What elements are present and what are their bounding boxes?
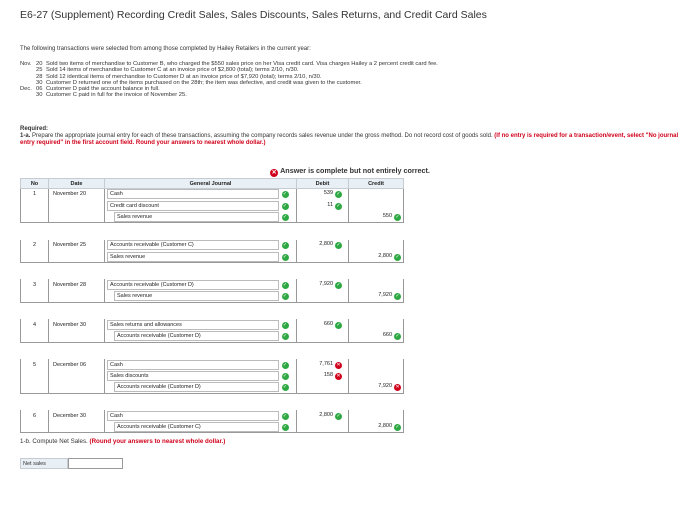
required-label: 1-a.	[20, 133, 31, 139]
credit-cell[interactable]	[349, 279, 404, 290]
check-icon: ✓	[336, 191, 341, 198]
entry-spacer	[21, 262, 404, 279]
header-debit: Debit	[297, 179, 349, 189]
journal-row	[21, 200, 404, 211]
entry-number	[21, 279, 49, 290]
check-icon: ✓	[282, 384, 288, 391]
check-icon: ✓	[395, 253, 400, 260]
transaction-day: 06	[36, 86, 43, 93]
account-select[interactable]: Accounts receivable (Customer D)	[114, 382, 279, 392]
debit-cell[interactable]	[297, 189, 349, 200]
debit-cell[interactable]	[297, 291, 349, 302]
account-select[interactable]: Accounts receivable (Customer C)	[107, 240, 279, 250]
entry-date	[49, 279, 105, 290]
credit-amount: 2,800	[378, 252, 393, 259]
entry-number-text: 5	[32, 361, 37, 368]
entry-number	[21, 200, 49, 211]
account-select[interactable]: Sales discounts	[107, 371, 279, 381]
transaction-item	[20, 92, 438, 98]
check-icon: ✓	[336, 282, 341, 289]
banner-text: Answer is complete but not entirely correct.	[280, 166, 430, 175]
required-note: (If no entry is required for a transaction/event, select "No journal entry required" in the first account field. Round your answers to nearest whole dollar.)	[20, 133, 679, 146]
check-icon: ✓	[282, 373, 288, 380]
account-cell	[105, 211, 279, 222]
entry-date	[49, 331, 105, 342]
check-icon: ✓	[282, 282, 288, 289]
entry-date-text: November 30	[53, 321, 87, 328]
check-icon: ✓	[282, 202, 288, 209]
account-status-cell	[279, 189, 297, 200]
account-status-cell	[279, 382, 297, 393]
account-status-cell	[279, 291, 297, 302]
transaction-day: 30	[36, 92, 43, 99]
page-title: E6-27 (Supplement) Recording Credit Sales, Sales Discounts, Sales Returns, and Credit Card Sales	[20, 9, 487, 21]
debit-amount: 539	[323, 190, 334, 197]
entry-number	[21, 291, 49, 302]
entry-number	[21, 331, 49, 342]
debit-cell[interactable]	[297, 331, 349, 342]
check-icon: ✓	[395, 424, 400, 431]
debit-amount: 7,920	[319, 281, 334, 288]
journal-row	[21, 319, 404, 330]
net-sales-input[interactable]	[68, 458, 123, 469]
journal-row	[21, 382, 404, 393]
entry-number	[21, 211, 49, 222]
credit-amount: 2,800	[378, 423, 393, 430]
entry-date	[49, 240, 105, 251]
part-b-label: 1-b.	[20, 438, 31, 445]
journal-table	[20, 178, 404, 433]
account-select[interactable]: Cash	[107, 411, 279, 421]
entry-date	[49, 211, 105, 222]
account-status-cell	[279, 319, 297, 330]
entry-date-text: November 28	[53, 282, 87, 289]
entry-date-text: December 06	[53, 361, 87, 368]
header-no: No	[21, 179, 49, 189]
net-sales-label: Net sales	[20, 458, 68, 469]
transaction-text: Sold two items of merchandise to Customer B, who charged the $550 sales price on her Visa credit card. Visa charges Hailey a 2 percent credit card fee.	[46, 61, 438, 67]
entry-date-text: November 25	[53, 242, 87, 249]
credit-cell[interactable]	[349, 240, 404, 251]
account-select[interactable]: Accounts receivable (Customer D)	[114, 331, 279, 341]
debit-cell[interactable]	[297, 359, 349, 370]
entry-date-text: December 30	[53, 412, 87, 419]
entry-number	[21, 359, 49, 370]
credit-cell[interactable]	[349, 410, 404, 421]
debit-cell[interactable]	[297, 279, 349, 290]
transaction-text: Customer D paid the account balance in full.	[46, 86, 160, 93]
account-cell	[105, 251, 279, 262]
journal-header-row	[21, 179, 404, 189]
credit-cell[interactable]	[349, 422, 404, 433]
entry-date	[49, 200, 105, 211]
credit-cell[interactable]	[349, 370, 404, 381]
part-b-note: (Round your answers to nearest whole dollar.)	[89, 438, 226, 445]
entry-number	[21, 382, 49, 393]
account-cell	[105, 279, 279, 290]
account-status-cell	[279, 370, 297, 381]
journal-row	[21, 291, 404, 302]
account-status-cell	[279, 410, 297, 421]
debit-amount: 7,761	[319, 360, 334, 367]
account-select[interactable]: Cash	[107, 360, 279, 370]
transaction-day: 28	[36, 73, 43, 80]
check-icon: ✓	[282, 253, 288, 260]
entry-date	[49, 422, 105, 433]
header-date: Date	[49, 179, 105, 189]
journal-row	[21, 279, 404, 290]
account-select[interactable]: Sales revenue	[114, 212, 279, 222]
credit-cell[interactable]	[349, 291, 404, 302]
check-icon: ✓	[282, 361, 288, 368]
entry-number	[21, 422, 49, 433]
entry-spacer	[21, 302, 404, 319]
transaction-list	[20, 61, 438, 99]
entry-date	[49, 410, 105, 421]
debit-cell[interactable]	[297, 251, 349, 262]
transaction-text: Customer C paid in full for the invoice of November 25.	[46, 92, 187, 99]
transaction-month: Dec.	[20, 86, 32, 93]
account-status-cell	[279, 240, 297, 251]
journal-row	[21, 240, 404, 251]
entry-date	[49, 251, 105, 262]
journal-row	[21, 189, 404, 200]
debit-cell[interactable]	[297, 410, 349, 421]
account-select[interactable]: Accounts receivable (Customer D)	[107, 280, 279, 290]
account-cell	[105, 382, 279, 393]
check-icon: ✓	[395, 293, 400, 300]
account-select[interactable]: Sales revenue	[114, 291, 279, 301]
account-status-cell	[279, 422, 297, 433]
check-icon: ✓	[282, 242, 288, 249]
check-icon: ✓	[395, 213, 400, 220]
entry-date	[49, 291, 105, 302]
account-cell	[105, 200, 279, 211]
debit-amount: 158	[323, 372, 334, 379]
entry-number	[21, 240, 49, 251]
journal-row	[21, 370, 404, 381]
check-icon: ✓	[282, 321, 288, 328]
entry-number-text: 2	[32, 242, 37, 249]
entry-number-text: 3	[32, 282, 37, 289]
entry-date	[49, 370, 105, 381]
account-cell	[105, 240, 279, 251]
account-status-cell	[279, 200, 297, 211]
debit-amount: 2,800	[319, 411, 334, 418]
transaction-day: 30	[36, 79, 43, 86]
debit-cell[interactable]	[297, 240, 349, 251]
entry-number	[21, 410, 49, 421]
entry-spacer	[21, 342, 404, 359]
account-select[interactable]: Sales revenue	[107, 252, 279, 262]
intro-text: The following transactions were selected from among those completed by Hailey Retailers in the current year:	[20, 46, 311, 52]
check-icon: ✓	[282, 293, 288, 300]
answer-status-banner	[0, 166, 700, 177]
entry-number	[21, 189, 49, 200]
journal-row	[21, 211, 404, 222]
entry-spacer	[21, 393, 404, 410]
part-b-instructions	[20, 438, 225, 445]
account-cell	[105, 359, 279, 370]
debit-amount: 11	[327, 201, 334, 208]
account-cell	[105, 291, 279, 302]
debit-amount: 660	[323, 320, 334, 327]
check-icon: ✓	[282, 412, 288, 419]
transaction-day: 25	[36, 67, 43, 74]
credit-amount: 660	[382, 332, 393, 339]
entry-date	[49, 189, 105, 200]
account-cell	[105, 331, 279, 342]
entry-date-text: November 20	[53, 191, 87, 198]
journal-row	[21, 359, 404, 370]
journal-row	[21, 422, 404, 433]
check-icon: ✓	[282, 333, 288, 340]
credit-amount: 7,920	[378, 292, 393, 299]
credit-cell[interactable]	[349, 251, 404, 262]
required-text: Prepare the appropriate journal entry for each of these transactions, assuming the company records sales revenue under the gross method. Do not record cost of goods sold.	[32, 133, 493, 139]
transaction-text: Sold 14 items of merchandise to Customer C at an invoice price of $2,800 (total); terms 2/10, n/30.	[46, 67, 299, 74]
net-sales-row	[20, 458, 123, 469]
check-icon: ✓	[282, 213, 288, 220]
check-icon: ✓	[282, 424, 288, 431]
credit-cell[interactable]	[349, 331, 404, 342]
error-x-icon: ✕	[336, 361, 341, 368]
check-icon: ✓	[336, 202, 341, 209]
transaction-text: Sold 12 identical items of merchandise to Customer D at an invoice price of $7,920 (total); terms 2/10, n/30.	[46, 73, 322, 80]
error-x-icon: ✕	[271, 170, 277, 176]
check-icon: ✓	[336, 242, 341, 249]
journal-row	[21, 331, 404, 342]
required-instructions	[20, 133, 685, 147]
credit-cell[interactable]	[349, 319, 404, 330]
account-select[interactable]: Credit card discount	[107, 201, 279, 211]
debit-amount: 2,800	[319, 241, 334, 248]
entry-number	[21, 370, 49, 381]
entry-number-text: 6	[32, 412, 37, 419]
debit-cell[interactable]	[297, 200, 349, 211]
account-status-cell	[279, 279, 297, 290]
transaction-month: Nov.	[20, 61, 32, 67]
part-b-text: Compute Net Sales.	[32, 438, 88, 445]
error-x-icon: ✕	[336, 373, 341, 380]
entry-number	[21, 319, 49, 330]
credit-cell[interactable]	[349, 382, 404, 393]
header-general-journal: General Journal	[105, 179, 297, 189]
transaction-day: 20	[36, 61, 43, 67]
entry-spacer	[21, 223, 404, 240]
required-heading: Required:	[20, 126, 49, 132]
account-select[interactable]: Cash	[107, 189, 279, 199]
error-x-icon: ✕	[395, 384, 400, 391]
debit-cell[interactable]	[297, 319, 349, 330]
account-cell	[105, 422, 279, 433]
entry-date	[49, 382, 105, 393]
debit-cell[interactable]	[297, 211, 349, 222]
check-icon: ✓	[282, 191, 288, 198]
transaction-text: Customer D returned one of the items purchased on the 28th; the item was defective, and credit was given to the customer.	[46, 79, 362, 86]
entry-number-text: 4	[32, 321, 37, 328]
entry-number	[21, 251, 49, 262]
check-icon: ✓	[336, 412, 341, 419]
journal-row	[21, 410, 404, 421]
account-status-cell	[279, 211, 297, 222]
credit-cell[interactable]	[349, 200, 404, 211]
credit-amount: 7,920	[378, 383, 393, 390]
transaction-month	[20, 92, 36, 98]
entry-number-text: 1	[32, 191, 37, 198]
account-cell	[105, 370, 279, 381]
credit-cell[interactable]	[349, 211, 404, 222]
account-select[interactable]: Sales returns and allowances	[107, 320, 279, 330]
account-cell	[105, 189, 279, 200]
account-status-cell	[279, 359, 297, 370]
check-icon: ✓	[336, 321, 341, 328]
credit-cell[interactable]	[349, 359, 404, 370]
debit-cell[interactable]	[297, 382, 349, 393]
account-select[interactable]: Accounts receivable (Customer C)	[114, 422, 279, 432]
account-cell	[105, 410, 279, 421]
credit-amount: 550	[382, 212, 393, 219]
account-cell	[105, 319, 279, 330]
credit-cell[interactable]	[349, 189, 404, 200]
account-status-cell	[279, 251, 297, 262]
header-credit: Credit	[349, 179, 404, 189]
entry-date	[49, 319, 105, 330]
debit-cell[interactable]	[297, 370, 349, 381]
journal-row	[21, 251, 404, 262]
entry-date	[49, 359, 105, 370]
check-icon: ✓	[395, 333, 400, 340]
account-status-cell	[279, 331, 297, 342]
debit-cell[interactable]	[297, 422, 349, 433]
